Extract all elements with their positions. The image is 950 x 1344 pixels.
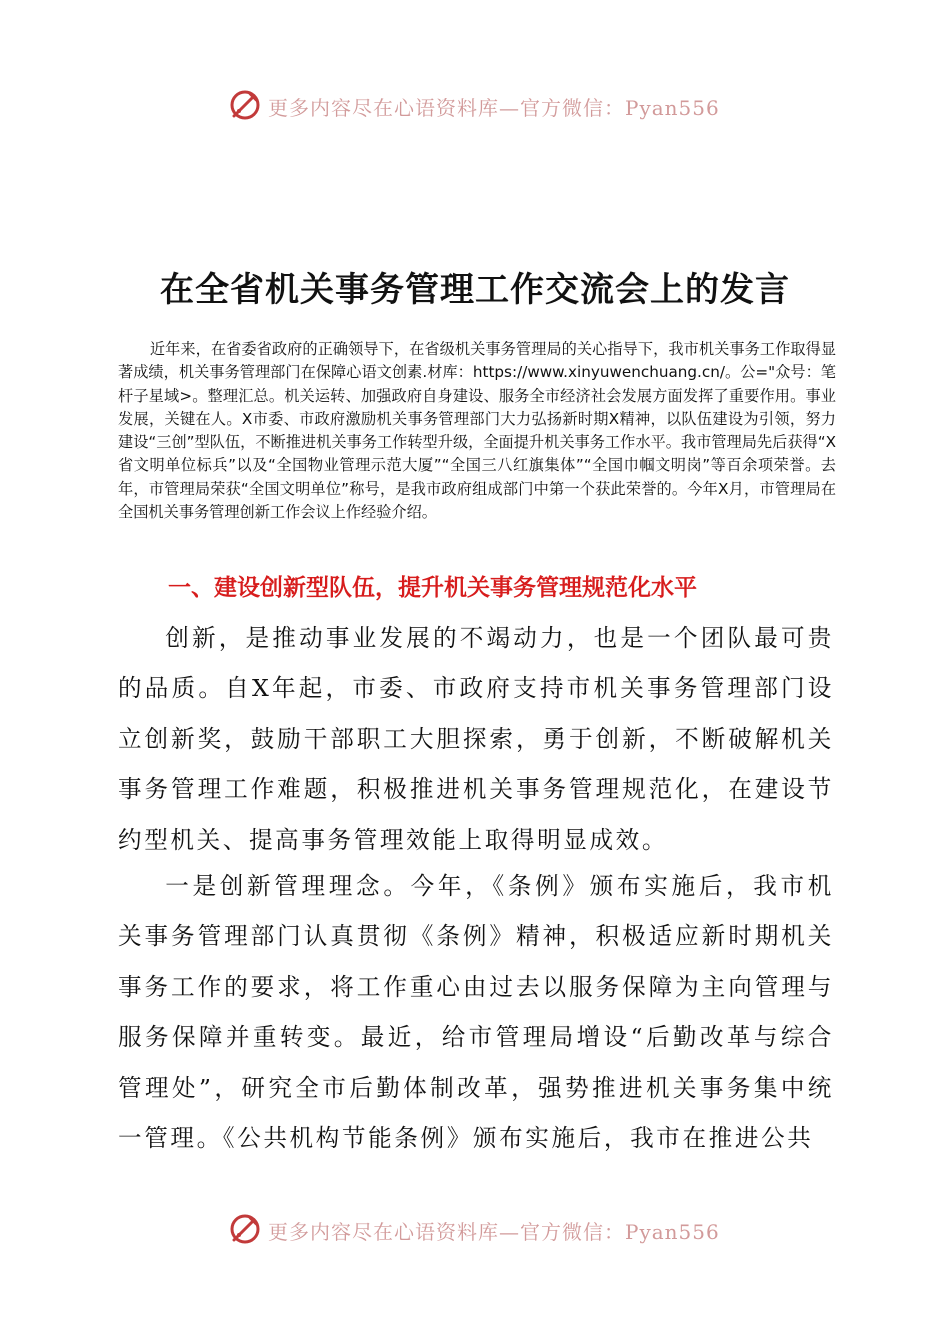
footer-watermark [0, 1210, 950, 1250]
intro-paragraph: 近年来，在省委省政府的正确领导下，在省级机关事务管理局的关心指导下，我市机关事务工作取得显著成绩，机关事务管理部门在保障心语文创素.材库：https://www.xinyuwenchuang.cn/。公="众号：笔杆子星域>。整理汇总。机关运转、加强政府自身建设、服务全市经济社会发展方面发挥了重要作用。事业发展，关键在人。X市委、市政府激励机关事务管理部门大力弘扬新时期X精神，以队伍建设为引领，努力建设“三创”型队伍，不断推进机关事务工作转型升级，全面提升机关事务工作水平。我市管理局先后获得“X省文明单位标兵”以及“全国物业管理示范大厦”“全国三八红旗集体”“全国巾帼文明岗”等百余项荣誉。去年，市管理局荣获“全国文明单位”称号，是我市政府组成部门中第一个获此荣誉的。今年X月，市管理局在全国机关事务管理创新工作会议上作经验介绍。 [118, 340, 836, 522]
pen-logo-icon [228, 88, 262, 122]
watermark-text: 更多内容尽在心语资料库—官方微信：Pyan556 [268, 96, 720, 120]
pen-logo-icon [228, 1212, 262, 1246]
document-title: 在全省机关事务管理工作交流会上的发言 [160, 270, 790, 310]
body-paragraph: 一是创新管理理念。今年，《条例》颁布实施后，我市机关事务管理部门认真贯彻《条例》精神，积极适应新时期机关事务工作的要求，将工作重心由过去以服务保障为主向管理与服务保障并重转变。最近，给市管理局增设“后勤改革与综合管理处”，研究全市后勤体制改革，强势推进机关事务集中统一管理。《公共机构节能条例》颁布实施后，我市在推进公共 [118, 872, 834, 1153]
body-paragraph: 创新，是推动事业发展的不竭动力，也是一个团队最可贵的品质。自X年起，市委、市政府支持市机关事务管理部门设立创新奖，鼓励干部职工大胆探索，勇于创新，不断破解机关事务管理工作难题，积极推进机关事务管理规范化，在建设节约型机关、提高事务管理效能上取得明显成效。 [118, 624, 834, 854]
section-heading: 一、建设创新型队伍，提升机关事务管理规范化水平 [168, 575, 697, 601]
header-watermark [0, 86, 950, 126]
watermark-text: 更多内容尽在心语资料库—官方微信：Pyan556 [268, 1220, 720, 1244]
